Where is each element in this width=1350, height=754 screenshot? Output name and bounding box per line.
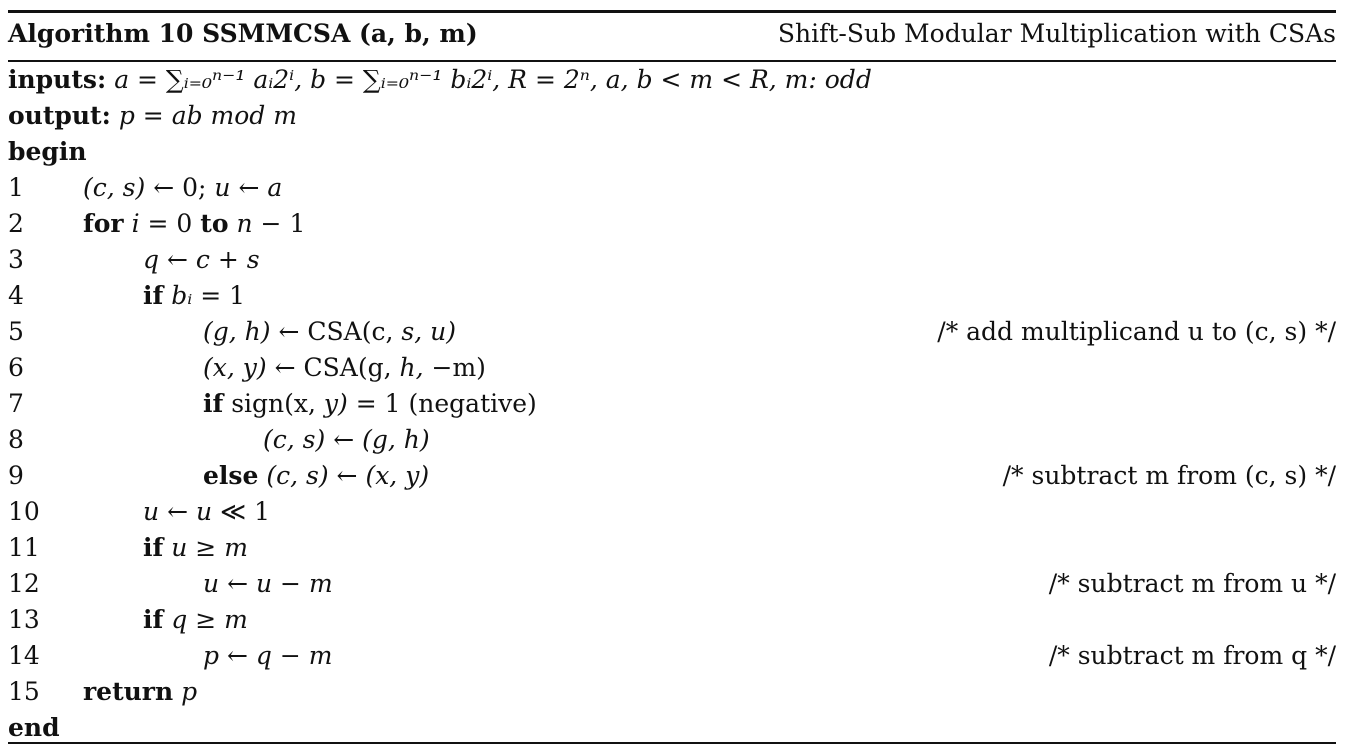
header-line xyxy=(8,98,1336,134)
line-code: (c, s) ← (g, h) xyxy=(263,425,430,454)
algorithm-title-text: Algorithm 10 SSMMCSA (a, b, m) xyxy=(8,19,478,48)
header-line-text: a = ∑ᵢ₌₀ⁿ⁻¹ aᵢ2ⁱ, b = ∑ᵢ₌₀ⁿ⁻¹ bᵢ2ⁱ, R = 2ⁿ, a, b < m < R, m: odd xyxy=(114,65,872,94)
line-number: 13 xyxy=(8,605,40,634)
header-line-text: p = ab mod m xyxy=(118,101,297,130)
line-code: if sign(x, y) = 1 (negative) xyxy=(203,389,537,418)
code-line xyxy=(8,422,1336,458)
line-code: for i = 0 to n − 1 xyxy=(83,209,306,238)
line-code: return p xyxy=(83,677,198,706)
code-line xyxy=(8,206,1336,242)
line-code: (g, h) ← CSA(c, s, u) xyxy=(203,317,456,346)
bottom-rule xyxy=(8,742,1336,744)
line-number: 2 xyxy=(8,209,24,238)
code-line xyxy=(8,278,1336,314)
code-line xyxy=(8,350,1336,386)
code-line xyxy=(8,458,1336,494)
line-number: 12 xyxy=(8,569,40,598)
header-line-label: output: xyxy=(8,101,111,130)
line-code: p ← q − m xyxy=(203,641,333,670)
line-number: 15 xyxy=(8,677,40,706)
code-line xyxy=(8,638,1336,674)
code-line xyxy=(8,602,1336,638)
top-rule xyxy=(8,10,1336,13)
line-number: 8 xyxy=(8,425,24,454)
line-number: 7 xyxy=(8,389,24,418)
line-code: else (c, s) ← (x, y) xyxy=(203,461,430,490)
line-comment: /* subtract m from q */ xyxy=(1048,641,1336,670)
line-number: 9 xyxy=(8,461,24,490)
header-line xyxy=(8,134,1336,170)
header-line-label: begin xyxy=(8,137,87,166)
algorithm-header xyxy=(8,15,1336,52)
line-number: 5 xyxy=(8,317,24,346)
code-line xyxy=(8,386,1336,422)
line-code: q ← c + s xyxy=(143,245,260,274)
line-code: (c, s) ← 0; u ← a xyxy=(83,173,283,202)
line-number: 11 xyxy=(8,533,40,562)
code-line xyxy=(8,242,1336,278)
line-number: 10 xyxy=(8,497,40,526)
line-comment: /* subtract m from u */ xyxy=(1048,569,1336,598)
line-code: u ← u − m xyxy=(203,569,333,598)
code-line xyxy=(8,170,1336,206)
header-line-label: inputs: xyxy=(8,65,107,94)
header-line xyxy=(8,62,1336,98)
line-code: (x, y) ← CSA(g, h, −m) xyxy=(203,353,486,382)
line-code: if u ≥ m xyxy=(143,533,248,562)
code-line xyxy=(8,314,1336,350)
algorithm-title xyxy=(8,15,478,52)
line-number: 3 xyxy=(8,245,24,274)
line-number: 1 xyxy=(8,173,24,202)
algorithm-block xyxy=(8,10,1336,742)
line-code: u ← u ≪ 1 xyxy=(143,497,271,526)
code-line xyxy=(8,566,1336,602)
line-code: if bᵢ = 1 xyxy=(143,281,246,310)
algorithm-end: end xyxy=(8,713,60,742)
line-comment: /* add multiplicand u to (c, s) */ xyxy=(937,317,1336,346)
line-number: 4 xyxy=(8,281,24,310)
line-code: if q ≥ m xyxy=(143,605,248,634)
algorithm-description: Shift-Sub Modular Multiplication with CSAs xyxy=(777,19,1336,48)
code-line xyxy=(8,530,1336,566)
line-comment: /* subtract m from (c, s) */ xyxy=(1002,461,1336,490)
code-line xyxy=(8,674,1336,710)
line-number: 14 xyxy=(8,641,40,670)
line-number: 6 xyxy=(8,353,24,382)
code-line xyxy=(8,494,1336,530)
